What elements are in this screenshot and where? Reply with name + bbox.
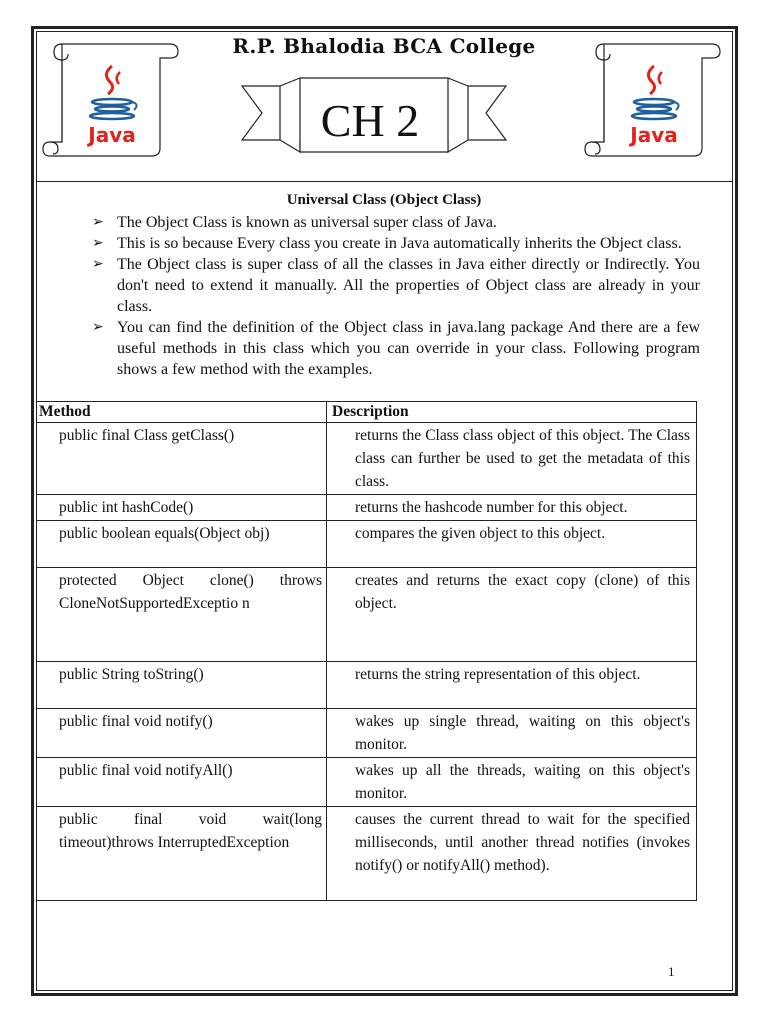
java-logo-scroll-right [582, 36, 722, 166]
header-divider [36, 181, 733, 182]
svg-text:Java: Java [88, 123, 136, 147]
list-item: ➢ You can find the definition of the Object class in java.lang package And there are a few useful methods in this class which you can override in your class. Following program shows a few method with the examples. [92, 319, 700, 378]
table-header-row [37, 402, 697, 423]
arrow-bullet-icon: ➢ [92, 319, 104, 335]
table-row [37, 662, 697, 709]
method-cell: public String toString() [37, 662, 327, 709]
method-cell: public int hashCode() [37, 495, 327, 521]
method-cell: public final Class getClass() [37, 423, 327, 495]
method-cell: public boolean equals(Object obj) [37, 521, 327, 568]
college-name: R.P. Bhalodia BCA College [232, 34, 536, 58]
method-cell: protected Object clone() throws CloneNotSupportedExceptio n [37, 568, 327, 662]
description-cell: creates and returns the exact copy (clone) of this object. [327, 568, 697, 662]
bullet-list [92, 212, 700, 380]
table-row [37, 521, 697, 568]
description-cell: wakes up all the threads, waiting on this object's monitor. [327, 758, 697, 807]
description-cell: wakes up single thread, waiting on this object's monitor. [327, 709, 697, 758]
method-cell: public final void wait(long timeout)throws InterruptedException [37, 807, 327, 901]
table-row [37, 423, 697, 495]
svg-text:Java: Java [630, 123, 678, 147]
list-item: ➢ The Object Class is known as universal super class of Java. [92, 214, 497, 231]
description-cell: causes the current thread to wait for the specified milliseconds, until another thread notifies (invokes notify() or notifyAll() method). [327, 807, 697, 901]
methods-table [36, 401, 697, 901]
list-item: ➢ This is so because Every class you create in Java automatically inherits the Object class. [92, 235, 682, 252]
arrow-bullet-icon: ➢ [92, 256, 104, 272]
method-cell: public final void notify() [37, 709, 327, 758]
page-number: 1 [668, 964, 675, 979]
section-title: Universal Class (Object Class) [286, 192, 482, 208]
description-cell: returns the Class class object of this object. The Class class can further be used to get the metadata of this class. [327, 423, 697, 495]
table-row [37, 495, 697, 521]
table-row [37, 568, 697, 662]
chapter-label: CH 2 [320, 95, 420, 146]
table-row [37, 807, 697, 901]
description-cell: compares the given object to this object. [327, 521, 697, 568]
java-logo-scroll-left [40, 36, 180, 166]
list-item: ➢ The Object class is super class of all the classes in Java either directly or Indirectly. You don't need to extend it manually. All the properties of Object class are already in your class. [92, 256, 700, 315]
arrow-bullet-icon: ➢ [92, 214, 104, 230]
table-row [37, 709, 697, 758]
description-cell: returns the hashcode number for this object. [327, 495, 697, 521]
description-cell: returns the string representation of this object. [327, 662, 697, 709]
arrow-bullet-icon: ➢ [92, 235, 104, 251]
method-cell: public final void notifyAll() [37, 758, 327, 807]
column-header-method: Method [37, 402, 327, 423]
table-row [37, 758, 697, 807]
column-header-description: Description [327, 402, 697, 423]
